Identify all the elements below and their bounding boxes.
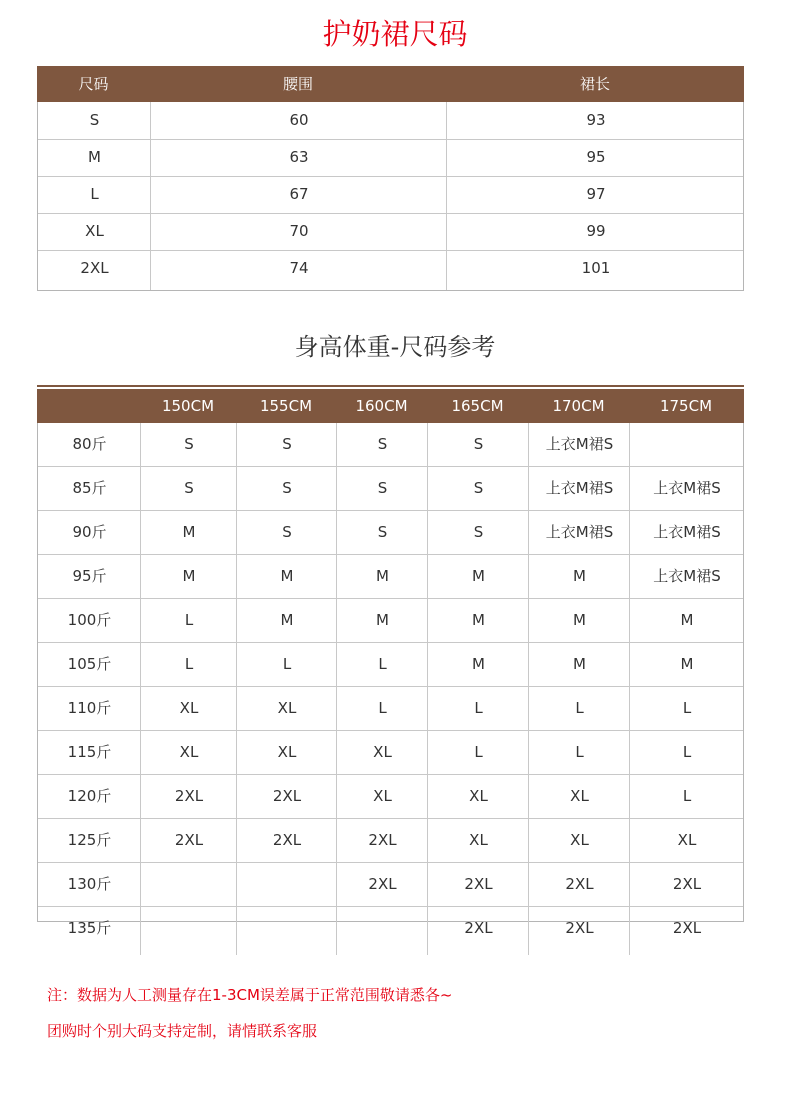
cell-size: 上衣M裙S — [545, 435, 614, 453]
cell-size: S — [184, 435, 194, 453]
header-size: 尺码 — [78, 75, 109, 93]
cell-size: 上衣M裙S — [545, 523, 614, 541]
table-row — [38, 213, 743, 251]
cell-length: 97 — [586, 185, 606, 203]
column-divider — [236, 423, 237, 955]
cell-size: M — [680, 611, 694, 629]
cell-size: 2XL — [464, 875, 493, 893]
cell-weight: 110斤 — [67, 699, 112, 717]
cell-size: M — [680, 655, 694, 673]
table-row — [38, 775, 743, 819]
table-row — [38, 511, 743, 555]
cell-size: S — [89, 111, 100, 129]
cell-weight: 95斤 — [72, 567, 107, 585]
column-divider — [629, 423, 630, 955]
cell-size: S — [473, 479, 484, 497]
size-table — [37, 66, 744, 292]
height-weight-table — [37, 385, 744, 955]
table-row — [38, 907, 743, 950]
cell-size: M — [88, 148, 101, 166]
cell-size: 2XL — [174, 787, 204, 805]
header-waist: 腰围 — [282, 75, 313, 93]
cell-size: 2XL — [464, 919, 493, 937]
header-height: 150CM — [161, 397, 215, 415]
table-row — [38, 599, 743, 643]
table-row — [38, 731, 743, 775]
cell-size: S — [473, 435, 484, 453]
cell-size: L — [474, 743, 483, 761]
cell-size: XL — [677, 831, 697, 849]
cell-size: S — [282, 479, 292, 497]
header-height: 175CM — [659, 397, 713, 415]
cell-size: M — [376, 567, 389, 585]
cell-size: S — [377, 479, 388, 497]
cell-size: L — [682, 743, 692, 761]
size-chart-title: 护奶裙尺码 — [322, 17, 468, 51]
cell-size: L — [575, 699, 584, 717]
measurement-note: 注：数据为人工测量存在1-3CM误差属于正常范围敬请悉各~ — [47, 986, 453, 1004]
cell-size: L — [474, 699, 483, 717]
cell-size: L — [682, 699, 692, 717]
header-height: 170CM — [552, 397, 605, 415]
cell-size: M — [280, 567, 294, 585]
cell-size: M — [573, 611, 586, 629]
cell-size: XL — [179, 699, 199, 717]
table-row — [38, 139, 743, 177]
table-row — [38, 555, 743, 599]
header-height: 165CM — [451, 397, 504, 415]
cell-weight: 90斤 — [72, 523, 107, 541]
cell-size: 2XL — [174, 831, 204, 849]
table-row — [38, 863, 743, 907]
cell-size: L — [378, 699, 387, 717]
cell-size: M — [182, 567, 196, 585]
cell-size: L — [184, 611, 194, 629]
cell-size: M — [472, 611, 485, 629]
cell-size: 2XL — [672, 919, 702, 937]
cell-size: M — [573, 655, 586, 673]
column-divider — [427, 423, 428, 955]
table-row — [38, 687, 743, 731]
height-weight-body — [37, 423, 744, 937]
cell-size: S — [184, 479, 194, 497]
custom-size-note: 团购时个别大码支持定制，请情联系客服 — [47, 1022, 318, 1040]
cell-size: 2XL — [565, 875, 594, 893]
cell-waist: 67 — [289, 185, 309, 203]
cell-waist: 70 — [289, 222, 309, 240]
cell-size: L — [184, 655, 194, 673]
cell-size: 2XL — [368, 875, 397, 893]
cell-length: 93 — [586, 111, 606, 129]
cell-waist: 74 — [289, 259, 309, 277]
cell-size: L — [378, 655, 387, 673]
cell-weight: 120斤 — [67, 787, 112, 805]
cell-size: L — [575, 743, 584, 761]
cell-size: L — [90, 185, 99, 203]
cell-size: L — [682, 787, 692, 805]
cell-size: 2XL — [272, 787, 302, 805]
cell-size: S — [282, 523, 292, 541]
cell-length: 95 — [586, 148, 606, 166]
cell-length: 99 — [586, 222, 606, 240]
table-row — [38, 423, 743, 467]
cell-size: 2XL — [565, 919, 594, 937]
cell-size: M — [376, 611, 389, 629]
cell-size: M — [472, 655, 485, 673]
cell-weight: 100斤 — [67, 611, 112, 629]
header-top-line — [37, 385, 744, 387]
cell-length: 101 — [581, 259, 611, 277]
cell-size: 上衣M裙S — [545, 479, 614, 497]
table-row — [38, 819, 743, 863]
cell-size: XL — [179, 743, 199, 761]
cell-weight: 115斤 — [67, 743, 112, 761]
table-row — [38, 643, 743, 687]
cell-size: 上衣M裙S — [653, 523, 721, 541]
size-table-header — [37, 66, 744, 102]
cell-waist: 63 — [289, 148, 309, 166]
cell-weight: 130斤 — [67, 875, 112, 893]
cell-size: 上衣M裙S — [653, 479, 721, 497]
cell-size: 2XL — [672, 875, 702, 893]
cell-size: S — [377, 523, 388, 541]
header-height: 160CM — [355, 397, 408, 415]
cell-size: 上衣M裙S — [653, 567, 721, 585]
cell-weight: 135斤 — [67, 919, 112, 937]
cell-weight: 80斤 — [72, 435, 107, 453]
cell-size: 2XL — [368, 831, 397, 849]
cell-size: M — [573, 567, 586, 585]
column-divider — [140, 423, 141, 955]
cell-size: XL — [373, 743, 392, 761]
column-divider — [336, 423, 337, 955]
cell-size: XL — [277, 743, 297, 761]
cell-size: XL — [570, 831, 589, 849]
cell-size: S — [282, 435, 292, 453]
height-weight-title: 身高体重-尺码参考 — [294, 333, 496, 361]
cell-size: M — [472, 567, 485, 585]
cell-size: XL — [373, 787, 392, 805]
cell-size: XL — [85, 222, 104, 240]
cell-size: 2XL — [272, 831, 302, 849]
cell-size: XL — [570, 787, 589, 805]
cell-size: S — [377, 435, 388, 453]
table-row — [38, 467, 743, 511]
cell-size: M — [182, 523, 196, 541]
cell-size: M — [280, 611, 294, 629]
column-divider — [528, 423, 529, 955]
cell-weight: 105斤 — [67, 655, 112, 673]
cell-size: XL — [277, 699, 297, 717]
cell-size: XL — [469, 787, 488, 805]
cell-weight: 85斤 — [72, 479, 107, 497]
cell-size: 2XL — [80, 259, 109, 277]
table-row — [38, 250, 743, 287]
size-table-body — [37, 102, 744, 291]
table-row — [38, 102, 743, 140]
cell-size: L — [282, 655, 292, 673]
cell-weight: 125斤 — [67, 831, 112, 849]
header-length: 裙长 — [579, 75, 610, 93]
header-height: 155CM — [259, 397, 313, 415]
cell-size: S — [473, 523, 484, 541]
height-weight-header — [37, 389, 744, 423]
table-row — [38, 176, 743, 214]
cell-size: XL — [469, 831, 488, 849]
cell-waist: 60 — [289, 111, 309, 129]
